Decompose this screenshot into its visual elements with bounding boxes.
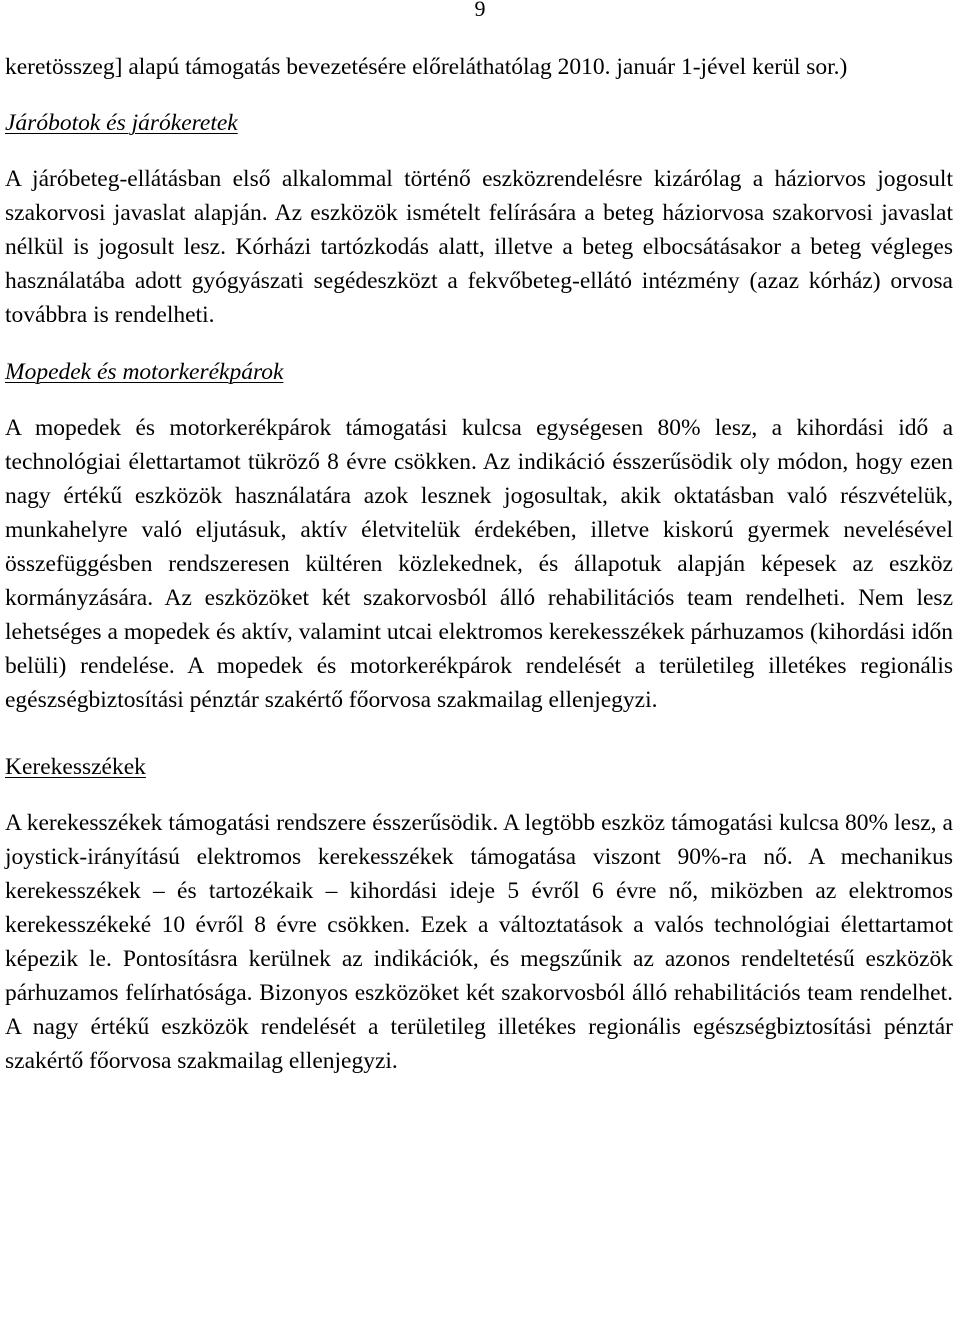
document-body	[5, 50, 953, 1078]
section-mopeds	[5, 355, 953, 717]
section-walking-aids	[5, 106, 953, 332]
section-heading-mopeds: Mopedek és motorkerékpárok	[5, 359, 284, 385]
intro-paragraph: keretösszeg] alapú támogatás bevezetésére előreláthatólag 2010. január 1-jével kerül sor.)	[5, 54, 848, 80]
section-paragraph-walking-aids: A járóbeteg-ellátásban első alkalommal történő eszközrendelésre kizárólag a háziorvos jogosult szakorvosi javaslat alapján. Az eszközök ismételt felírására a beteg háziorvosa szakorvosi javaslat nélkül is jogosult lesz. Kórházi tartózkodás alatt, illetve a beteg elbocsátásakor a beteg végleges használatába adott gyógyászati segédeszközt a fekvőbeteg-ellátó intézmény (azaz kórház) orvosa továbbra is rendelheti.	[5, 166, 953, 328]
page-number	[0, 0, 960, 22]
page-number-text: 9	[474, 0, 486, 21]
section-heading-walking-aids: Járóbotok és járókeretek	[5, 110, 238, 136]
section-paragraph-mopeds: A mopedek és motorkerékpárok támogatási kulcsa egységesen 80% lesz, a kihordási idő a technológiai élettartamot tükröző 8 évre csökken. Az indikáció ésszerűsödik oly módon, hogy ezen nagy értékű eszközök használatára azok lesznek jogosultak, akik oktatásban való részvételük, munkahelyre való eljutásuk, aktív életvitelük érdekében, illetve kiskorú gyermek nevelésével összefüggésben rendszeresen kültéren közlekednek, és állapotuk alapján képesek az eszköz kormányzására. Az eszközöket két szakorvosból álló rehabilitációs team rendelheti. Nem lesz lehetséges a mopedek és aktív, valamint utcai elektromos kerekesszékek párhuzamos (kihordási időn belüli) rendelése. A mopedek és motorkerékpárok rendelését a területileg illetékes regionális egészségbiztosítási pénztár szakértő főorvosa szakmailag ellenjegyzi.	[5, 415, 953, 713]
section-paragraph-wheelchairs: A kerekesszékek támogatási rendszere ésszerűsödik. A legtöbb eszköz támogatási kulcsa 80% lesz, a joystick-irányítású elektromos kerekesszékek támogatása viszont 90%-ra nő. A mechanikus kerekesszékek – és tartozékaik – kihordási ideje 5 évről 6 évre nő, miközben az elektromos kerekesszékeké 10 évről 8 évre csökken. Ezek a változtatások a valós technológiai élettartamot képezik le. Pontosításra kerülnek az indikációk, és megszűnik az azonos rendeltetésű eszközök párhuzamos felírhatósága. Bizonyos eszközöket két szakorvosból álló rehabilitációs team rendelhet. A nagy értékű eszközök rendelését a területileg illetékes regionális egészségbiztosítási pénztár szakértő főorvosa szakmailag ellenjegyzi.	[5, 810, 953, 1074]
section-wheelchairs	[5, 750, 953, 1078]
section-heading-wheelchairs: Kerekesszékek	[5, 754, 146, 780]
